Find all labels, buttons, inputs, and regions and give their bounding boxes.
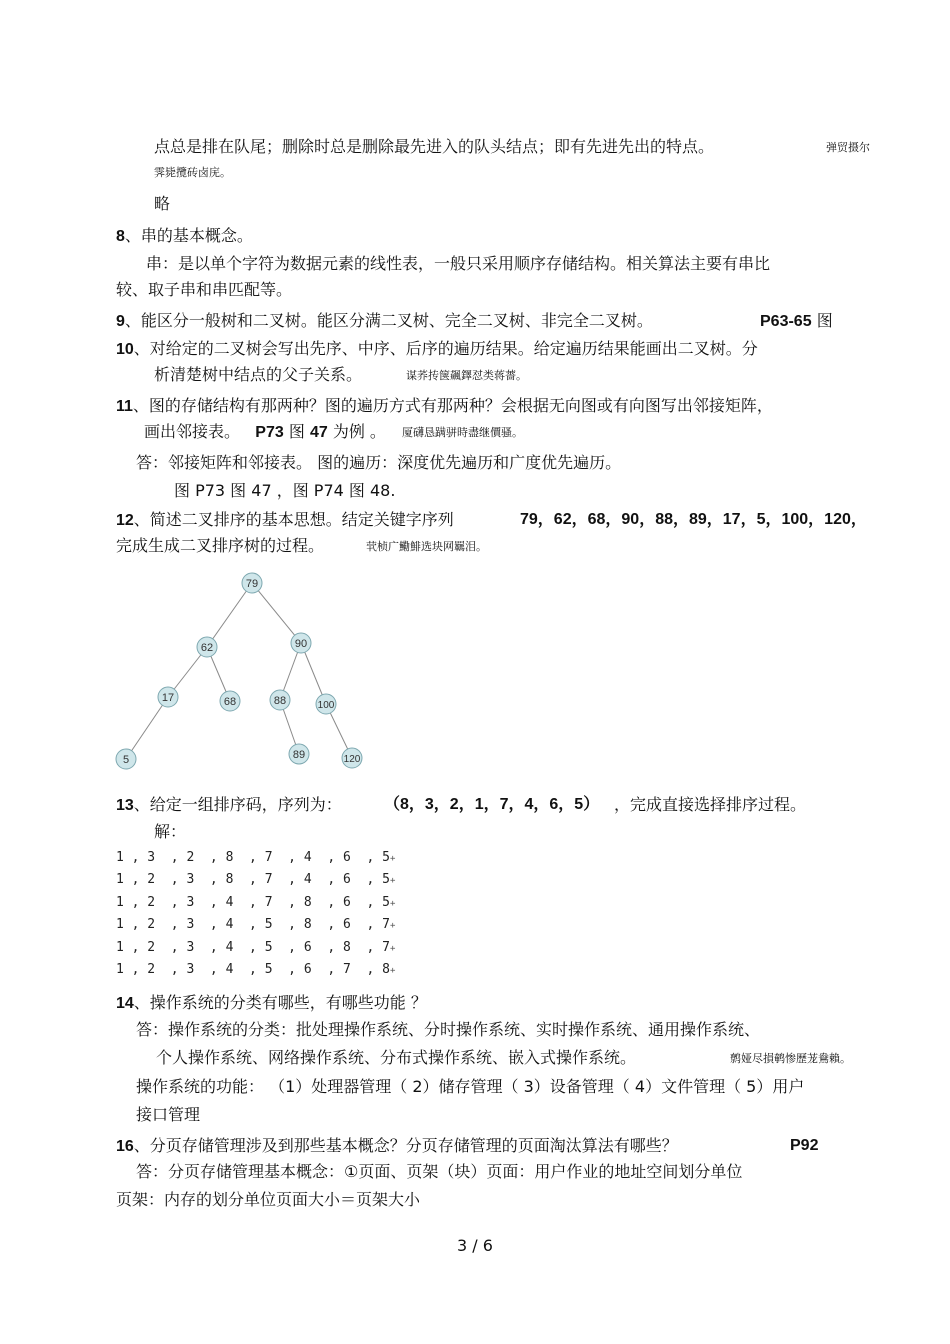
question-number: 16 xyxy=(116,1138,134,1155)
line-end-mark: + xyxy=(389,966,396,976)
tree-node-label: 5 xyxy=(122,754,130,766)
tree-edge xyxy=(126,697,168,759)
sort-step-values: 1 , 2 , 3 , 4 , 5 , 6 , 8 , 7 xyxy=(116,940,390,955)
garbled-note: 厦礴恳蹒骈時盡继價骚。 xyxy=(402,426,523,439)
page-reference: P92 xyxy=(790,1137,819,1154)
sort-step-row xyxy=(116,872,395,889)
sort-step-row xyxy=(116,917,395,934)
question-number: 13 xyxy=(116,797,134,814)
question-14 xyxy=(116,993,427,1014)
question-13-tail: ，完成直接选择排序过程。 xyxy=(614,795,807,814)
answer-14-line-3: 操作系统的功能： （1）处理器管理（ 2）储存管理（ 3）设备管理（ 4）文件管理（ 5）用户 xyxy=(136,1077,805,1096)
question-11-line-2: 画出邻接表。 P73 图 47 为例 。 xyxy=(144,422,386,441)
tree-node-label: 90 xyxy=(294,638,308,650)
question-text: 、分页存储管理涉及到那些基本概念？分页存储管理的页面淘汰算法有哪些？ xyxy=(133,1136,678,1155)
question-10-line-2: 析清楚树中结点的父子关系。 xyxy=(154,365,363,384)
question-text: 、操作系统的分类有哪些，有哪些功能 ？ xyxy=(133,993,427,1012)
line-end-mark: + xyxy=(389,899,396,909)
tree-node xyxy=(270,690,290,710)
tree-node xyxy=(116,749,136,769)
line-end-mark: + xyxy=(389,854,396,864)
question-text: 、能区分一般树和二叉树。能区分满二叉树、完全二叉树、非完全二叉树。 xyxy=(124,311,653,330)
sort-step-row xyxy=(116,895,395,912)
tree-node xyxy=(289,744,309,764)
sort-sequence: （8，3，2，1，7，4，6，5） xyxy=(384,796,600,813)
answer-14-line-4: 接口管理 xyxy=(136,1105,201,1124)
tree-edge xyxy=(252,583,301,643)
question-13 xyxy=(116,795,342,816)
answer-8-line-2: 较、取子串和串匹配等。 xyxy=(116,280,293,299)
solution-label: 解： xyxy=(154,822,187,841)
question-number: 9 xyxy=(116,313,125,330)
garbled-note: 霁毙攬砖卤庑。 xyxy=(154,166,231,179)
garbled-note: 鹩娅尽損鹌惨歷茏鴦賴。 xyxy=(730,1052,851,1065)
question-text: 、对给定的二叉树会写出先序、中序、后序的遍历结果。给定遍历结果能画出二叉树。分 xyxy=(133,339,758,358)
question-text: 、图的存储结构有那两种？图的遍历方式有那两种？会根据无向图或有向图写出邻接矩阵， xyxy=(132,396,773,415)
question-text: 、给定一组排序码，序列为： xyxy=(133,795,342,814)
tree-node xyxy=(220,691,240,711)
tree-node xyxy=(316,694,336,714)
line-end-mark: + xyxy=(389,921,396,931)
question-number: 10 xyxy=(116,341,134,358)
tree-node xyxy=(291,633,311,653)
page-number: 3 / 6 xyxy=(457,1236,493,1255)
tree-node-label: 68 xyxy=(223,696,237,708)
tree-node-label: 62 xyxy=(200,642,214,654)
sort-step-row xyxy=(116,940,395,957)
binary-sort-tree-diagram xyxy=(108,568,378,778)
tree-node-label: 79 xyxy=(245,578,259,590)
tree-node-label: 89 xyxy=(292,749,306,761)
tree-node-label: 88 xyxy=(273,695,287,707)
answer-14-line-1: 答：操作系统的分类：批处理操作系统、分时操作系统、实时操作系统、通用操作系统、 xyxy=(136,1020,761,1039)
tree-node xyxy=(242,573,262,593)
question-number: 12 xyxy=(116,512,134,529)
question-11 xyxy=(116,396,773,417)
tree-edge xyxy=(207,583,252,647)
garbled-note: 谋荞抟箧飆鐸怼类蒋薔。 xyxy=(406,369,527,382)
tree-node xyxy=(342,748,362,768)
line-end-mark: + xyxy=(389,944,396,954)
answer-omitted: 略 xyxy=(154,194,171,213)
sort-step-values: 1 , 2 , 3 , 4 , 5 , 8 , 6 , 7 xyxy=(116,917,390,932)
question-10 xyxy=(116,339,758,360)
tree-node-label: 100 xyxy=(317,700,335,711)
tree-node-label: 17 xyxy=(161,692,175,704)
key-sequence: 79，62，68，90，88，89，17，5，100，120， xyxy=(520,511,867,528)
question-text: 、串的基本概念。 xyxy=(124,226,253,245)
question-8 xyxy=(116,226,253,247)
line-end-mark: + xyxy=(389,876,396,886)
answer-11-line-2: 图 P73 图 47 ，图 P74 图 48. xyxy=(174,481,396,500)
garbled-note: 弹贸摄尔 xyxy=(826,141,870,154)
answer-14-line-2: 个人操作系统、网络操作系统、分布式操作系统、嵌入式操作系统。 xyxy=(156,1048,637,1067)
question-number: 11 xyxy=(116,398,133,415)
tree-node-label: 120 xyxy=(343,754,361,765)
sort-step-values: 1 , 3 , 2 , 8 , 7 , 4 , 6 , 5 xyxy=(116,850,390,865)
page-reference: P63-65 图 xyxy=(760,311,833,330)
answer-16-line-2: 页架：内存的划分单位页面大小＝页架大小 xyxy=(116,1190,421,1209)
tree-node xyxy=(158,687,178,707)
sort-step-row xyxy=(116,962,395,979)
question-number: 8 xyxy=(116,228,125,245)
sort-step-values: 1 , 2 , 3 , 4 , 5 , 6 , 7 , 8 xyxy=(116,962,390,977)
sort-step-values: 1 , 2 , 3 , 4 , 7 , 8 , 6 , 5 xyxy=(116,895,390,910)
answer-8-line-1: 串：是以单个字符为数据元素的线性表，一般只采用顺序存储结构。相关算法主要有串比 xyxy=(146,254,771,273)
sort-step-row xyxy=(116,850,395,867)
garbled-note: 茕桢广鰳鯡选块网羈泪。 xyxy=(366,540,487,553)
question-9 xyxy=(116,311,653,332)
tree-node xyxy=(197,637,217,657)
question-text: 、简述二叉排序的基本思想。结定关键字序列 xyxy=(133,510,454,529)
sort-step-values: 1 , 2 , 3 , 8 , 7 , 4 , 6 , 5 xyxy=(116,872,390,887)
answer-16-line-1: 答：分页存储管理基本概念：①页面、页架（块）页面：用户作业的地址空间划分单位 xyxy=(136,1162,743,1181)
answer-11-line-1: 答：邻接矩阵和邻接表。 图的遍历：深度优先遍历和广度优先遍历。 xyxy=(136,453,622,472)
question-12-line-2: 完成生成二叉排序树的过程。 xyxy=(116,536,325,555)
para-queue-tail: 点总是排在队尾；删除时总是删除最先进入的队头结点；即有先进先出的特点。 xyxy=(154,137,715,156)
question-number: 14 xyxy=(116,995,134,1012)
question-16 xyxy=(116,1136,678,1157)
question-12 xyxy=(116,510,454,531)
